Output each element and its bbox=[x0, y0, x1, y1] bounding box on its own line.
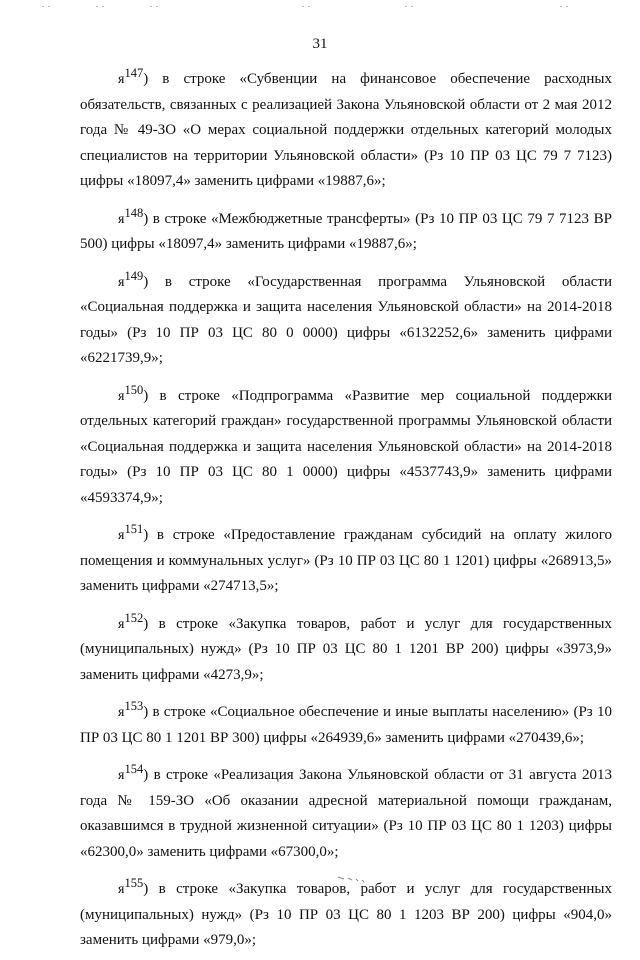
item-letter: я bbox=[118, 705, 125, 720]
item-letter: я bbox=[118, 274, 125, 290]
document-body bbox=[80, 61, 612, 960]
item-number: 152 bbox=[124, 610, 144, 625]
item-letter: я bbox=[118, 388, 125, 404]
scan-artifact-mark bbox=[336, 873, 376, 883]
scan-artifact-dots bbox=[0, 6, 640, 12]
item-letter: я bbox=[118, 882, 125, 897]
item-letter: я bbox=[118, 528, 125, 543]
item-number: 150 bbox=[124, 382, 144, 397]
page-number: 31 bbox=[312, 36, 328, 52]
item-number: 155 bbox=[124, 876, 144, 890]
item-number: 154 bbox=[124, 762, 144, 776]
amendment-paragraph bbox=[80, 201, 612, 258]
item-number: 149 bbox=[124, 268, 144, 283]
paragraph-text: ) в строке «Закупка товаров, работ и услуг для государственных (муниципальных) нужд» (Рз 10 ПР 03 ЦС 80 1 1201 ВР 200) цифры «3973,9» заменить цифрами «4273,9»; bbox=[80, 615, 612, 683]
paragraph-text: ) в строке «Подпрограмма «Развитие мер социальной поддержки отдельных категорий граждан» государственной программы Ульяновской области «Социальная поддержка и защита населения Ульяновской области» на 2014-2018 годы» (Рз 10 ПР 03 ЦС 80 1 0000) цифры «4537743,9» заменить цифрами «4593374,9»; bbox=[80, 387, 612, 506]
amendment-paragraph bbox=[80, 606, 612, 689]
amendment-paragraph bbox=[80, 694, 612, 751]
amendment-paragraph bbox=[80, 264, 612, 372]
item-number: 147 bbox=[124, 66, 144, 80]
item-letter: я bbox=[118, 72, 125, 87]
paragraph-text: ) в строке «Реализация Закона Ульяновской области от 31 августа 2013 года № 159-ЗО «Об оказании адресной материальной помощи гражданам, оказавшимся в трудной жизненной ситуации» (Рз 10 ПР 03 ЦС 80 1 1203) цифры «62300,0» заменить цифрами «67300,0»; bbox=[80, 767, 612, 860]
amendment-paragraph bbox=[80, 757, 612, 865]
amendment-paragraph bbox=[80, 871, 612, 954]
paragraph-text: ) в строке «Социальное обеспечение и иные выплаты населению» (Рз 10 ПР 03 ЦС 80 1 1201 ВР 300) цифры «264939,6» заменить цифрами «270439,6»; bbox=[80, 704, 612, 746]
amendment-paragraph bbox=[80, 517, 612, 600]
item-letter: я bbox=[118, 616, 125, 632]
paragraph-text: ) в строке «Субвенции на финансовое обеспечение расходных обязательств, связанных с реализацией Закона Ульяновской области от 2 мая 2012 года № 49-ЗО «О мерах социальной поддержки отдельных категорий молодых специалистов на территории Ульяновской области» (Рз 10 ПР 03 ЦС 79 7 7123) цифры «18097,4» заменить цифрами «19887,6»; bbox=[80, 71, 612, 189]
amendment-paragraph bbox=[80, 378, 612, 512]
item-letter: я bbox=[118, 211, 125, 227]
amendment-paragraph bbox=[80, 61, 612, 195]
paragraph-text: ) в строке «Закупка товаров, работ и услуг для государственных (муниципальных) нужд» (Рз 10 ПР 03 ЦС 80 1 1203 ВР 200) цифры «904,0» заменить цифрами «979,0»; bbox=[80, 881, 612, 948]
item-letter: я bbox=[118, 768, 125, 783]
paragraph-text: ) в строке «Государственная программа Ульяновской области «Социальная поддержка и защита населения Ульяновской области» на 2014-2018 годы» (Рз 10 ПР 03 ЦС 80 0 0000) цифры «6132252,6» заменить цифрами «6221739,9»; bbox=[80, 273, 612, 366]
paragraph-text: ) в строке «Межбюджетные трансферты» (Рз 10 ПР 03 ЦС 79 7 7123 ВР 500) цифры «18097,4» заменить цифрами «19887,6»; bbox=[80, 210, 612, 252]
item-number: 148 bbox=[124, 205, 144, 220]
paragraph-text: ) в строке «Предоставление гражданам субсидий на оплату жилого помещения и коммунальных услуг» (Рз 10 ПР 03 ЦС 80 1 1201) цифры «268913,5» заменить цифрами «274713,5»; bbox=[80, 527, 612, 594]
item-number: 151 bbox=[124, 522, 144, 536]
item-number: 153 bbox=[124, 699, 144, 713]
